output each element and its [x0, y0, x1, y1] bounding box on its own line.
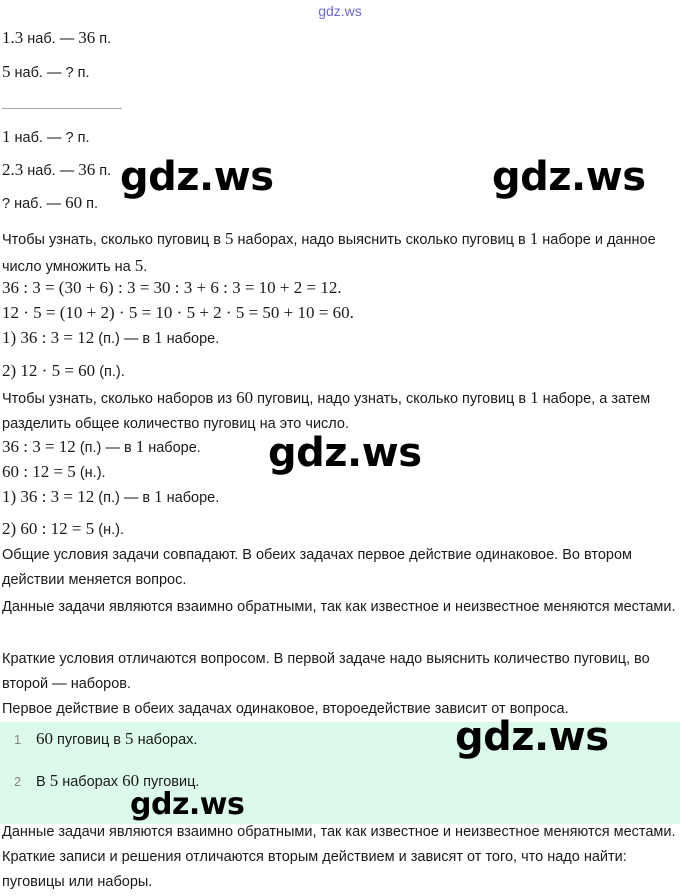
- conclusion-2: Данные задачи являются взаимно обратными, так как известное и неизвестное меняются местами.: [2, 599, 676, 615]
- answer-item-1: 1 60 пуговиц в 5 наборах.: [14, 729, 198, 748]
- solution1-step2: 2) 12 · 5 = 60 (п.).: [2, 361, 125, 380]
- problem2-line2: ? наб. — 60 п.: [2, 193, 98, 212]
- problem1-line1: 1.3 наб. — 36 п.: [2, 28, 112, 47]
- problem1-line2: 5 наб. — ? п.: [2, 62, 90, 81]
- solution1-eq1: 36 : 3 = (30 + 6) : 3 = 30 : 3 + 6 : 3 = 10 + 2 = 12.: [2, 278, 342, 297]
- solution1-eq2: 12 · 5 = (10 + 2) · 5 = 10 · 5 + 2 · 5 = 50 + 10 = 60.: [2, 303, 354, 322]
- conclusion-1: Общие условия задачи совпадают. В обеих задачах первое действие одинаковое. Во втором действии меняется вопрос.: [2, 547, 632, 588]
- solution2-step1: 1) 36 : 3 = 12 (п.) — в 1 наборе.: [2, 487, 220, 506]
- watermark: gdz.ws: [492, 154, 646, 200]
- divider: [2, 108, 122, 109]
- solution2-eq1: 36 : 3 = 12 (п.) — в 1 наборе.: [2, 437, 201, 456]
- solution2-intro: Чтобы узнать, сколько наборов из 60 пуговиц, надо узнать, сколько пуговиц в 1 наборе, а затем разделить общее количество пуговиц на это число.: [2, 388, 651, 432]
- watermark: gdz.ws: [120, 154, 274, 200]
- watermark: gdz.ws: [268, 430, 422, 476]
- answer-item-2: 2 В 5 наборах 60 пуговиц.: [14, 771, 200, 790]
- solution1-intro: Чтобы узнать, сколько пуговиц в 5 наборах, надо выяснить сколько пуговиц в 1 наборе и данное число умножить на 5.: [2, 229, 656, 275]
- solution2-step2: 2) 60 : 12 = 5 (н.).: [2, 519, 124, 538]
- solution2-eq2: 60 : 12 = 5 (н.).: [2, 462, 106, 481]
- problem1-line3: 1 наб. — ? п.: [2, 127, 90, 146]
- watermark: gdz.ws: [455, 714, 609, 760]
- problem2-line1: 2.3 наб. — 36 п.: [2, 160, 112, 179]
- watermark: gdz.ws: [130, 787, 245, 822]
- final-paragraph: Данные задачи являются взаимно обратными, так как известное и неизвестное меняются местами. Краткие записи и решения отличаются вторым действием и зависят от того, что надо найти: пуговицы или наборы.: [2, 824, 676, 890]
- site-header[interactable]: gdz.ws: [318, 3, 362, 19]
- solution1-step1: 1) 36 : 3 = 12 (п.) — в 1 наборе.: [2, 328, 220, 347]
- conclusion-4: Первое действие в обеих задачах одинаковое, второедействие зависит от вопроса.: [2, 701, 569, 717]
- conclusion-3: Краткие условия отличаются вопросом. В первой задаче надо выяснить количество пуговиц, во второй — наборов.: [2, 651, 650, 692]
